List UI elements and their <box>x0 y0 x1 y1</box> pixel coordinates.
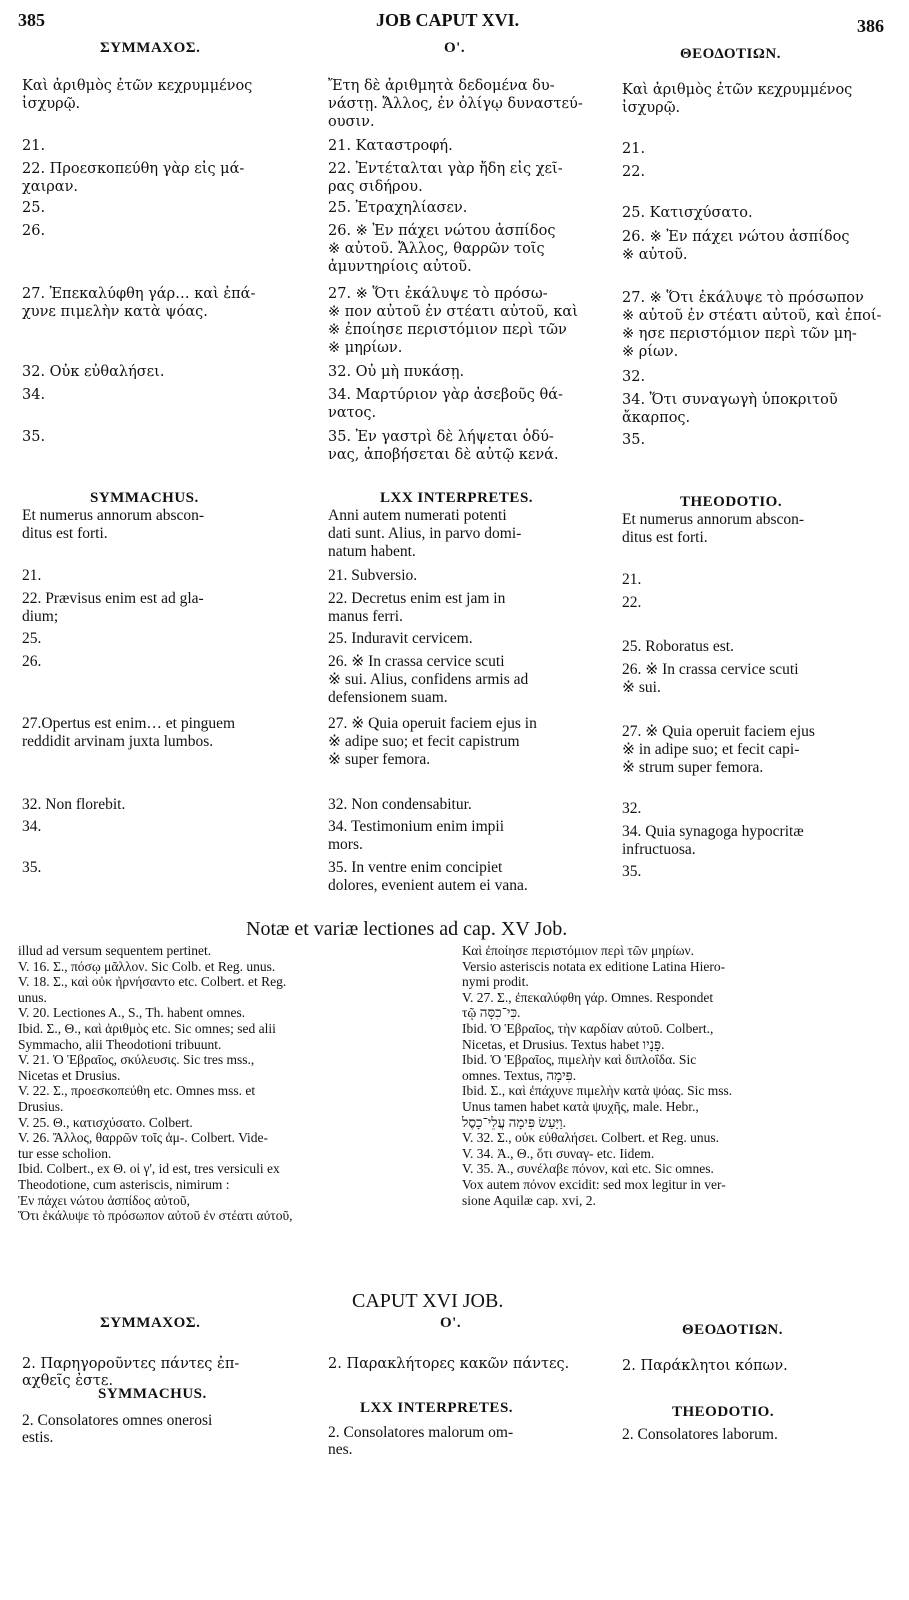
latin-theo-line: ※ sui. <box>622 679 661 696</box>
latin-sym-line: 26. <box>22 653 42 670</box>
note-right-line: nymi prodit. <box>462 974 529 990</box>
greek-lxx-line: ρας σιδήρου. <box>328 179 423 195</box>
note-left-line: V. 25. Θ., κατισχύσατο. Colbert. <box>18 1114 193 1130</box>
greek-theo-line: 35. <box>622 432 646 448</box>
latin-lxx-line: 25. Induravit cervicem. <box>328 630 473 647</box>
note-left-line: V. 20. Lectiones A., S., Th. habent omnes. <box>18 1005 246 1021</box>
latin-sym-line: reddidit arvinam juxta lumbos. <box>22 733 214 750</box>
latin-lxx-line: ※ sui. Alius, confidens armis ad <box>328 671 529 688</box>
latin-theo-line: 22. <box>622 594 642 611</box>
right-page-number: 386 <box>857 16 884 36</box>
greek-lxx-line: Ἔτη δὲ ἀριθμητὰ δεδομένα δυ- <box>328 78 555 94</box>
caput-latin-sym-line: 2. Consolatores omnes onerosi <box>22 1412 213 1429</box>
greek-header-symmachus: ΣΥΜΜΑΧΟΣ. <box>100 40 201 56</box>
notes-right-column <box>462 943 732 1208</box>
latin-theo-line: 32. <box>622 800 642 817</box>
caput-greek-header-theodotion: ΘΕΟΔΟΤΙΩΝ. <box>682 1322 783 1338</box>
greek-lxx-line: 22. Ἐντέταλται γὰρ ἤδη εἰς χεῖ- <box>328 161 563 177</box>
greek-theo-line: ※ αὐτοῦ. <box>622 247 688 263</box>
latin-header-theodotio: THEODOTIO. <box>680 494 783 510</box>
latin-lxx-line: 27. ※ Quia operuit faciem ejus in <box>328 715 537 732</box>
greek-theo-line: 34. Ὅτι συναγωγὴ ὑποκριτοῦ <box>622 392 838 408</box>
greek-header-theodotion: ΘΕΟΔΟΤΙΩΝ. <box>680 46 781 62</box>
latin-lxx-line: mors. <box>328 836 363 853</box>
note-right-line: sione Aquilæ cap. xvi, 2. <box>462 1192 596 1208</box>
latin-lxx-line: defensionem suam. <box>328 689 448 706</box>
greek-theo-line: 27. ※ Ὅτι ἐκάλυψε τὸ πρόσωπον <box>622 290 864 306</box>
greek-lxx-line: ἀμυντηρίοις αὐτοῦ. <box>328 259 472 275</box>
note-left-line: unus. <box>18 989 47 1005</box>
running-title: JOB CAPUT XVI. <box>376 10 520 30</box>
notes-title: Notæ et variæ lectiones ad cap. XV Job. <box>246 918 568 940</box>
caput-greek-lxx <box>328 1356 569 1373</box>
latin-lxx-line: 22. Decretus enim est jam in <box>328 590 506 607</box>
greek-theo-line: ※ ησε περιστόμιον περὶ τῶν μη- <box>622 326 857 342</box>
caput-greek-theodotion <box>622 1358 788 1375</box>
greek-theo-line: 25. Κατισχύσατο. <box>622 205 753 221</box>
latin-sym-line: 32. Non florebit. <box>22 796 126 813</box>
greek-theo-line: ἄκαρπος. <box>622 410 691 426</box>
greek-lxx-line: 34. Μαρτύριον γὰρ ἀσεβοῦς θά- <box>328 387 563 403</box>
greek-lxx-line: ※ πον αὐτοῦ ἐν στέατι αὐτοῦ, καὶ <box>328 304 578 320</box>
notes-left-column <box>18 943 293 1224</box>
latin-lxx-line: 34. Testimonium enim impii <box>328 818 505 835</box>
greek-lxx-line: νάστῃ. Ἄλλος, ἐν ὀλίγῳ δυναστεύ- <box>328 96 583 112</box>
latin-lxx-line: natum habent. <box>328 543 416 560</box>
greek-theo-line: Καὶ ἀριθμὸς ἐτῶν κεχρυμμένος <box>622 82 853 98</box>
latin-theo-line: Et numerus annorum abscon- <box>622 511 805 528</box>
greek-sym-line: χαιραν. <box>22 179 79 195</box>
latin-theo-line: 27. ※ Quia operuit faciem ejus <box>622 723 815 740</box>
latin-lxx-line: 32. Non condensabitur. <box>328 796 472 813</box>
note-right-line: Nicetas, et Drusius. Textus habet פָּנָיו. <box>462 1036 665 1052</box>
caput-greek-theo-line: 2. Παράκλητοι κόπων. <box>622 1358 788 1374</box>
caput-latin-header-symmachus: SYMMACHUS. <box>98 1386 207 1402</box>
note-left-line: V. 16. Σ., πόσῳ μᾶλλον. Sic Colb. et Reg. unus. <box>18 958 276 974</box>
caput-greek-header-lxx: Ο'. <box>440 1315 462 1331</box>
greek-theo-line: ※ αὐτοῦ ἐν στέατι αὐτοῦ, καὶ ἐποί- <box>622 308 882 324</box>
greek-lxx-line: 32. Οὐ μὴ πυκάσῃ. <box>328 364 465 380</box>
greek-sym-line: 27. Ἐπεκαλύφθη γάρ… καὶ ἐπά- <box>22 286 256 302</box>
note-right-line: Ibid. Ὁ Ἑβραῖος, πιμελὴν καὶ διπλοΐδα. Sic <box>462 1052 697 1068</box>
greek-sym-line: 35. <box>22 429 46 445</box>
note-right-line: וַיַּעַשׂ פִּימָה עֲלֵי־כָסֶל. <box>462 1114 566 1130</box>
greek-header-lxx: Ο'. <box>444 40 466 56</box>
note-right-line: V. 35. Ἀ., συνέλαβε πόνον, καὶ etc. Sic omnes. <box>462 1161 714 1177</box>
caput-latin-lxx-line: nes. <box>328 1441 353 1458</box>
caput-latin-lxx-line: 2. Consolatores malorum om- <box>328 1424 514 1441</box>
latin-theo-line: ditus est forti. <box>622 529 708 546</box>
latin-lxx-line: 26. ※ In crassa cervice scuti <box>328 653 505 670</box>
greek-lxx-line: ※ αὐτοῦ. Ἄλλος, θαρρῶν τοῖς <box>328 241 545 257</box>
greek-sym-line: 22. Προεσκοπεύθη γὰρ εἰς μά- <box>22 161 245 177</box>
caput-greek-sym-line: αχθεῖς ἐστε. <box>22 1373 114 1389</box>
latin-sym-line: 34. <box>22 818 42 835</box>
latin-theo-line: infructuosa. <box>622 841 696 858</box>
latin-lxx-line: 35. In ventre enim concipiet <box>328 859 503 876</box>
greek-lxx-line: 35. Ἐν γαστρὶ δὲ λήψεται ὀδύ- <box>328 429 554 445</box>
latin-sym-line: 21. <box>22 567 42 584</box>
latin-sym-line: dium; <box>22 608 59 625</box>
latin-theo-line: 34. Quia synagoga hypocritæ <box>622 823 804 840</box>
latin-lxx-line: dati sunt. Alius, in parvo domi- <box>328 525 522 542</box>
note-left-line: Theodotione, cum asteriscis, nimirum : <box>18 1176 230 1192</box>
latin-sym-line: 25. <box>22 630 42 647</box>
note-left-line: illud ad versum sequentem pertinet. <box>18 943 212 958</box>
greek-lxx-line: ουσιν. <box>328 114 375 130</box>
caput-title: CAPUT XVI JOB. <box>352 1290 504 1312</box>
latin-sym-line: ditus est forti. <box>22 525 108 542</box>
latin-sym-line: Et numerus annorum abscon- <box>22 507 205 524</box>
greek-sym-line: 21. <box>22 138 46 154</box>
greek-lxx-line: ※ μηρίων. <box>328 340 403 356</box>
latin-sym-line: 27.Opertus est enim… et pinguem <box>22 715 236 732</box>
latin-lxx-line: Anni autem numerati potenti <box>328 507 507 524</box>
note-right-line: Vox autem πόνον excidit: sed mox legitur in ver- <box>462 1176 726 1192</box>
greek-theo-line: 21. <box>622 141 646 157</box>
note-left-line: Drusius. <box>18 1098 64 1114</box>
latin-theo-line: 25. Roboratus est. <box>622 638 734 655</box>
caput-latin-symmachus <box>22 1412 212 1446</box>
greek-theo-line: ※ ρίων. <box>622 344 679 360</box>
caput-greek-symmachus <box>22 1356 239 1390</box>
greek-theo-line: ἰσχυρῷ. <box>622 100 681 116</box>
note-left-line: V. 26. Ἄλλος, θαρρῶν τοῖς ἀμ-. Colbert. Vide- <box>18 1130 269 1146</box>
note-left-line: tur esse scholion. <box>18 1145 112 1161</box>
latin-theo-line: ※ in adipe suo; et fecit capi- <box>622 741 800 758</box>
greek-lxx-line: νας, ἀποβήσεται δὲ αὐτῷ κενά. <box>328 447 559 463</box>
note-left-line: V. 22. Σ., προεσκοπεύθη etc. Omnes mss. et <box>18 1083 256 1099</box>
greek-lxx-line: 25. Ἐτραχηλίασεν. <box>328 200 468 216</box>
greek-sym-line: 32. Οὐκ εὐθαλήσει. <box>22 364 165 380</box>
note-right-line: V. 34. Ἀ., Θ., ὅτι συναγ- etc. Iidem. <box>462 1145 655 1161</box>
greek-sym-line: χυνε πιμελὴν κατὰ ψόας. <box>22 304 208 320</box>
note-right-line: V. 27. Σ., ἐπεκαλύφθη γάρ. Omnes. Respondet <box>462 989 714 1005</box>
latin-header-lxx: LXX INTERPRETES. <box>380 490 534 506</box>
greek-lxx-line: 26. ※ Ἐν πάχει νώτου ἀσπίδος <box>328 223 556 239</box>
note-left-line: Nicetas et Drusius. <box>18 1067 121 1083</box>
greek-theo-line: 32. <box>622 369 646 385</box>
greek-theo-line: 22. <box>622 164 646 180</box>
note-right-line: τῷ כִּי־כִסָּה. <box>462 1005 521 1021</box>
caput-latin-sym-line: estis. <box>22 1429 54 1446</box>
latin-theo-line: 26. ※ In crassa cervice scuti <box>622 661 799 678</box>
note-left-line: Ἐν πάχει νώτου ἀσπίδος αὐτοῦ, <box>18 1192 190 1208</box>
left-page-number: 385 <box>18 10 45 30</box>
note-left-line: Ibid. Σ., Θ., καὶ ἀριθμὸς etc. Sic omnes; sed alii <box>18 1020 276 1036</box>
greek-lxx-line: 27. ※ Ὅτι ἐκάλυψε τὸ πρόσω- <box>328 286 548 302</box>
note-right-line: Unus tamen habet κατὰ ψυχῆς, male. Hebr., <box>462 1098 699 1114</box>
latin-theo-line: 35. <box>622 863 642 880</box>
caput-greek-sym-line: 2. Παρηγοροῦντες πάντες ἐπ- <box>22 1356 240 1372</box>
caput-latin-lxx <box>328 1424 513 1458</box>
caput-greek-header-symmachus: ΣΥΜΜΑΧΟΣ. <box>100 1315 201 1331</box>
caput-greek-lxx-line: 2. Παρακλήτορες κακῶν πάντες. <box>328 1356 570 1372</box>
note-right-line: Ibid. Ὁ Ἑβραῖος, τὴν καρδίαν αὐτοῦ. Colbert., <box>462 1020 714 1036</box>
note-right-line: Versio asteriscis notata ex editione Latina Hiero- <box>462 958 726 974</box>
latin-header-symmachus: SYMMACHUS. <box>90 490 199 506</box>
latin-theo-line: ※ strum super femora. <box>622 759 764 776</box>
latin-theo-line: 21. <box>622 571 642 588</box>
caput-latin-theodotio <box>622 1426 778 1443</box>
note-left-line: Symmacho, alii Theodotioni tribuunt. <box>18 1036 222 1052</box>
latin-lxx-line: ※ super femora. <box>328 751 431 768</box>
caput-latin-header-theodotio: THEODOTIO. <box>672 1404 775 1420</box>
greek-lxx-line: ※ ἐποίησε περιστόμιον περὶ τῶν <box>328 322 567 338</box>
latin-sym-line: 22. Prævisus enim est ad gla- <box>22 590 204 607</box>
note-left-line: Ibid. Colbert., ex Θ. οἱ γ', id est, tres versiculi ex <box>18 1161 280 1177</box>
note-right-line: V. 32. Σ., οὐκ εὐθαλήσει. Colbert. et Reg. unus. <box>462 1130 720 1146</box>
greek-lxx-line: 21. Καταστροφή. <box>328 138 453 154</box>
note-left-line: V. 21. Ὁ Ἑβραῖος, σκύλευσις. Sic tres mss., <box>18 1052 255 1068</box>
latin-lxx-line: ※ adipe suo; et fecit capistrum <box>328 733 520 750</box>
caput-latin-header-lxx: LXX INTERPRETES. <box>360 1400 514 1416</box>
greek-sym-line: 34. <box>22 387 46 403</box>
note-right-line: Καὶ ἐποίησε περιστόμιον περὶ τῶν μηρίων. <box>462 943 695 958</box>
greek-sym-line: Καὶ ἀριθμὸς ἐτῶν κεχρυμμένος <box>22 78 253 94</box>
note-right-line: omnes. Textus, פִּימָה. <box>462 1067 577 1083</box>
greek-theo-line: 26. ※ Ἐν πάχει νώτου ἀσπίδος <box>622 229 850 245</box>
caput-latin-theo-line: 2. Consolatores laborum. <box>622 1426 778 1443</box>
latin-lxx-line: manus ferri. <box>328 608 403 625</box>
greek-sym-line: ἰσχυρῷ. <box>22 96 81 112</box>
greek-lxx-line: νατος. <box>328 405 377 421</box>
note-right-line: Ibid. Σ., καὶ ἐπάχυνε πιμελὴν κατὰ ψόας. Sic mss. <box>462 1083 733 1099</box>
latin-lxx-line: dolores, evenient autem ei vana. <box>328 877 528 894</box>
note-left-line: Ὅτι ἐκάλυψε τὸ πρόσωπον αὐτοῦ ἐν στέατι αὐτοῦ, <box>18 1208 293 1224</box>
greek-sym-line: 25. <box>22 200 46 216</box>
note-left-line: V. 18. Σ., καὶ οὐκ ἠρνήσαντο etc. Colbert. et Reg. <box>18 974 287 990</box>
latin-sym-line: 35. <box>22 859 42 876</box>
latin-lxx-line: 21. Subversio. <box>328 567 418 584</box>
greek-sym-line: 26. <box>22 223 46 239</box>
